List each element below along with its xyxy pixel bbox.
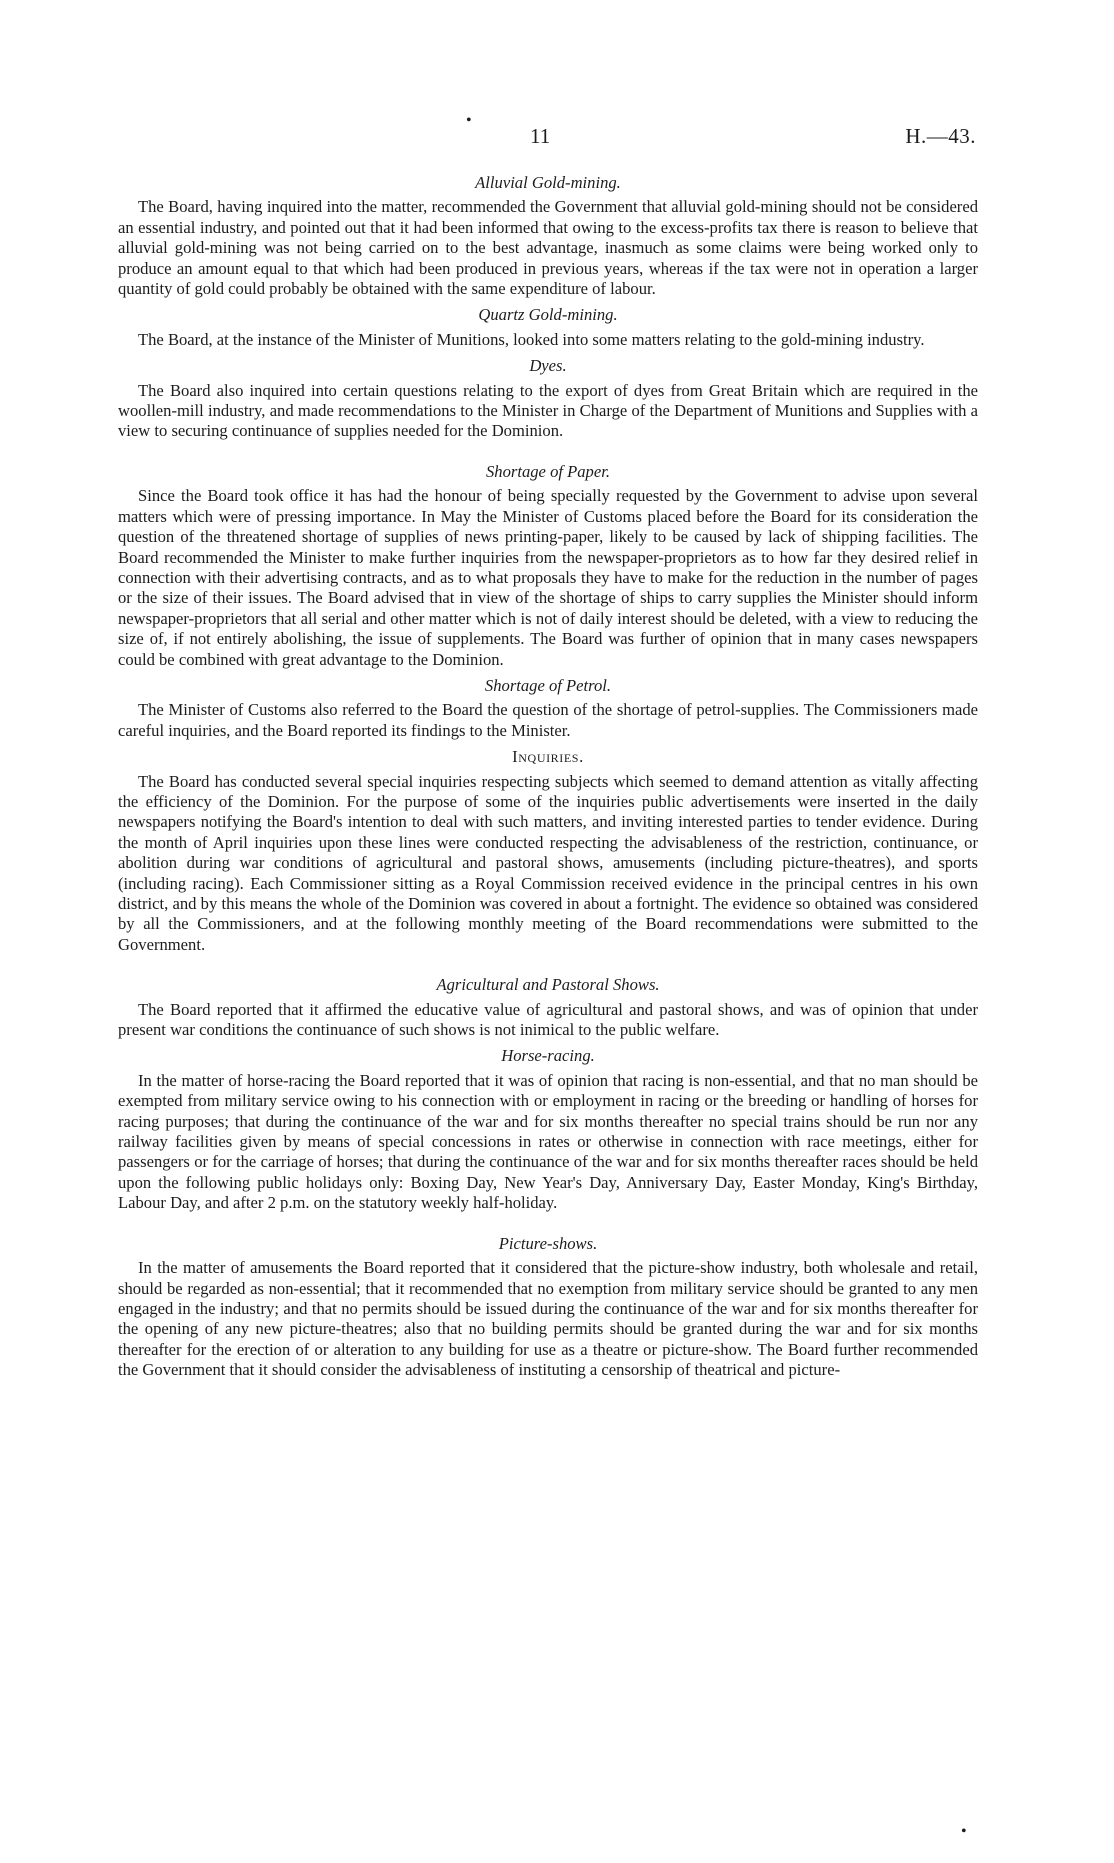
paragraph: The Board also inquired into certain questions relating to the export of dyes from Great Britain which are required in the woollen-mill industry, and made recommendations to the Minister in Charge of the Department of Munitions and Supplies with a view to securing continuance of supplies needed for the Dominion.	[118, 380, 978, 441]
printing-mark: •	[961, 1823, 967, 1840]
paragraph: In the matter of horse-racing the Board reported that it was of opinion that racing is non-essential, and that no man should be exempted from military service owing to his connection with or employment in racing or the breeding or handling of horses for racing purposes; that during the continuance of the war and for six months thereafter no special trains should be run nor any railway facilities given by means of special concessions in rates or otherwise in connection with race meetings, either for passengers or for the carriage of horses; that during the continuance of the war and for six months thereafter races should be held upon the following public holidays only: Boxing Day, New Year's Day, Anniversary Day, Easter Monday, King's Birthday, Labour Day, and after 2 p.m. on the statutory weekly half-holiday.	[118, 1070, 978, 1213]
paragraph: The Board has conducted several special inquiries respecting subjects which seemed to demand attention as vitally affecting the efficiency of the Dominion. For the purpose of some of the inquiries public advertisements were inserted in the daily newspapers notifying the Board's intention to deal with such matters, and inviting interested parties to tender evidence. During the month of April inquiries upon these lines were conducted respecting the advisableness of the restriction, continuance, or abolition during war conditions of agricultural and pastoral shows, amusements (including picture-theatres), and sports (including racing). Each Commissioner sitting as a Royal Commission received evidence in the principal centres in his own district, and by this means the whole of the Dominion was covered in about a fortnight. The evidence so obtained was considered by all the Commissioners, and at the following monthly meeting of the Board recommendations were submitted to the Government.	[118, 771, 978, 954]
section-heading: Alluvial Gold-mining.	[475, 173, 621, 192]
section-dyes	[118, 356, 978, 442]
printing-mark: •	[466, 112, 472, 129]
document-body	[118, 173, 978, 1387]
paragraph: The Minister of Customs also referred to the Board the question of the shortage of petrol-supplies. The Commissioners made careful inquiries, and the Board reported its findings to the Minister.	[118, 700, 978, 740]
section-heading: Shortage of Paper.	[486, 461, 610, 481]
section-horse-racing	[118, 1046, 978, 1213]
page-number: 11	[530, 124, 551, 148]
section-agricultural-and-pastoral-shows	[118, 975, 978, 1040]
paragraph: The Board reported that it affirmed the educative value of agricultural and pastoral shows, and was of opinion that under present war conditions the continuance of such shows is not inimical to the public welfare.	[118, 999, 978, 1040]
section-heading: Inquiries.	[512, 747, 584, 767]
paragraph: The Board, having inquired into the matter, recommended the Government that alluvial gold-mining should not be considered an essential industry, and pointed out that it had been informed that owing to the excess-profits tax there is reason to believe that alluvial gold-mining was not being carried on to the best advantage, inasmuch as some claims were being worked only to produce an amount equal to that which had been produced in previous years, whereas if the tax were not in operation a larger quantity of gold could probably be obtained with the same expenditure of labour.	[118, 197, 978, 299]
section-heading: Shortage of Petrol.	[484, 675, 612, 695]
section-alluvial-gold-mining	[118, 173, 978, 299]
section-shortage-of-paper	[118, 462, 978, 670]
section-heading: Quartz Gold-mining.	[478, 305, 618, 325]
paragraph: Since the Board took office it has had the honour of being specially requested by the Government to advise upon several matters which were of pressing importance. In May the Minister of Customs placed before the Board for its consideration the question of the threatened shortage of supplies of news printing-paper, likely to be caused by lack of shipping facilities. The Board recommended the Minister to make further inquiries from the newspaper-proprietors as to how far they desired relief in connection with their advertising contracts, and as to what proposals they have to make for the reduction in the number of pages or the size of their issues. The Board advised that in view of the shortage of ships to carry supplies the Minister should inform newspaper-proprietors that all serial and other matter which is not of daily interest should be deleted, with a view to reducing the size of, if not entirely abolishing, the issue of supplements. The Board was further of opinion that in many cases newspapers could be combined with great advantage to the Dominion.	[118, 486, 978, 669]
paragraph: In the matter of amusements the Board reported that it considered that the picture-show industry, both wholesale and retail, should be regarded as non-essential; that it recommended that no exemption from military service should be granted to any men engaged in the industry; and that no permits should be issued during the continuance of the war and for six months thereafter for the opening of any new picture-theatres; also that no building permits should be granted during the war and for six months thereafter for the erection of or alteration to any building for use as a theatre or picture-show. The Board further recommended the Government that it should consider the advisableness of instituting a censorship of theatrical and picture-	[118, 1258, 978, 1380]
section-heading: Agricultural and Pastoral Shows.	[436, 975, 660, 995]
section-picture-shows	[118, 1234, 978, 1381]
section-quartz-gold-mining	[118, 305, 978, 350]
section-heading: Horse-racing.	[501, 1046, 595, 1066]
section-inquiries	[118, 747, 978, 955]
section-heading: Dyes.	[529, 356, 567, 376]
page-header	[0, 124, 1114, 154]
document-reference: H.—43.	[905, 124, 976, 148]
paragraph: The Board, at the instance of the Minister of Munitions, looked into some matters relating to the gold-mining industry.	[138, 329, 925, 349]
section-heading: Picture-shows.	[498, 1233, 598, 1253]
section-shortage-of-petrol	[118, 676, 978, 741]
